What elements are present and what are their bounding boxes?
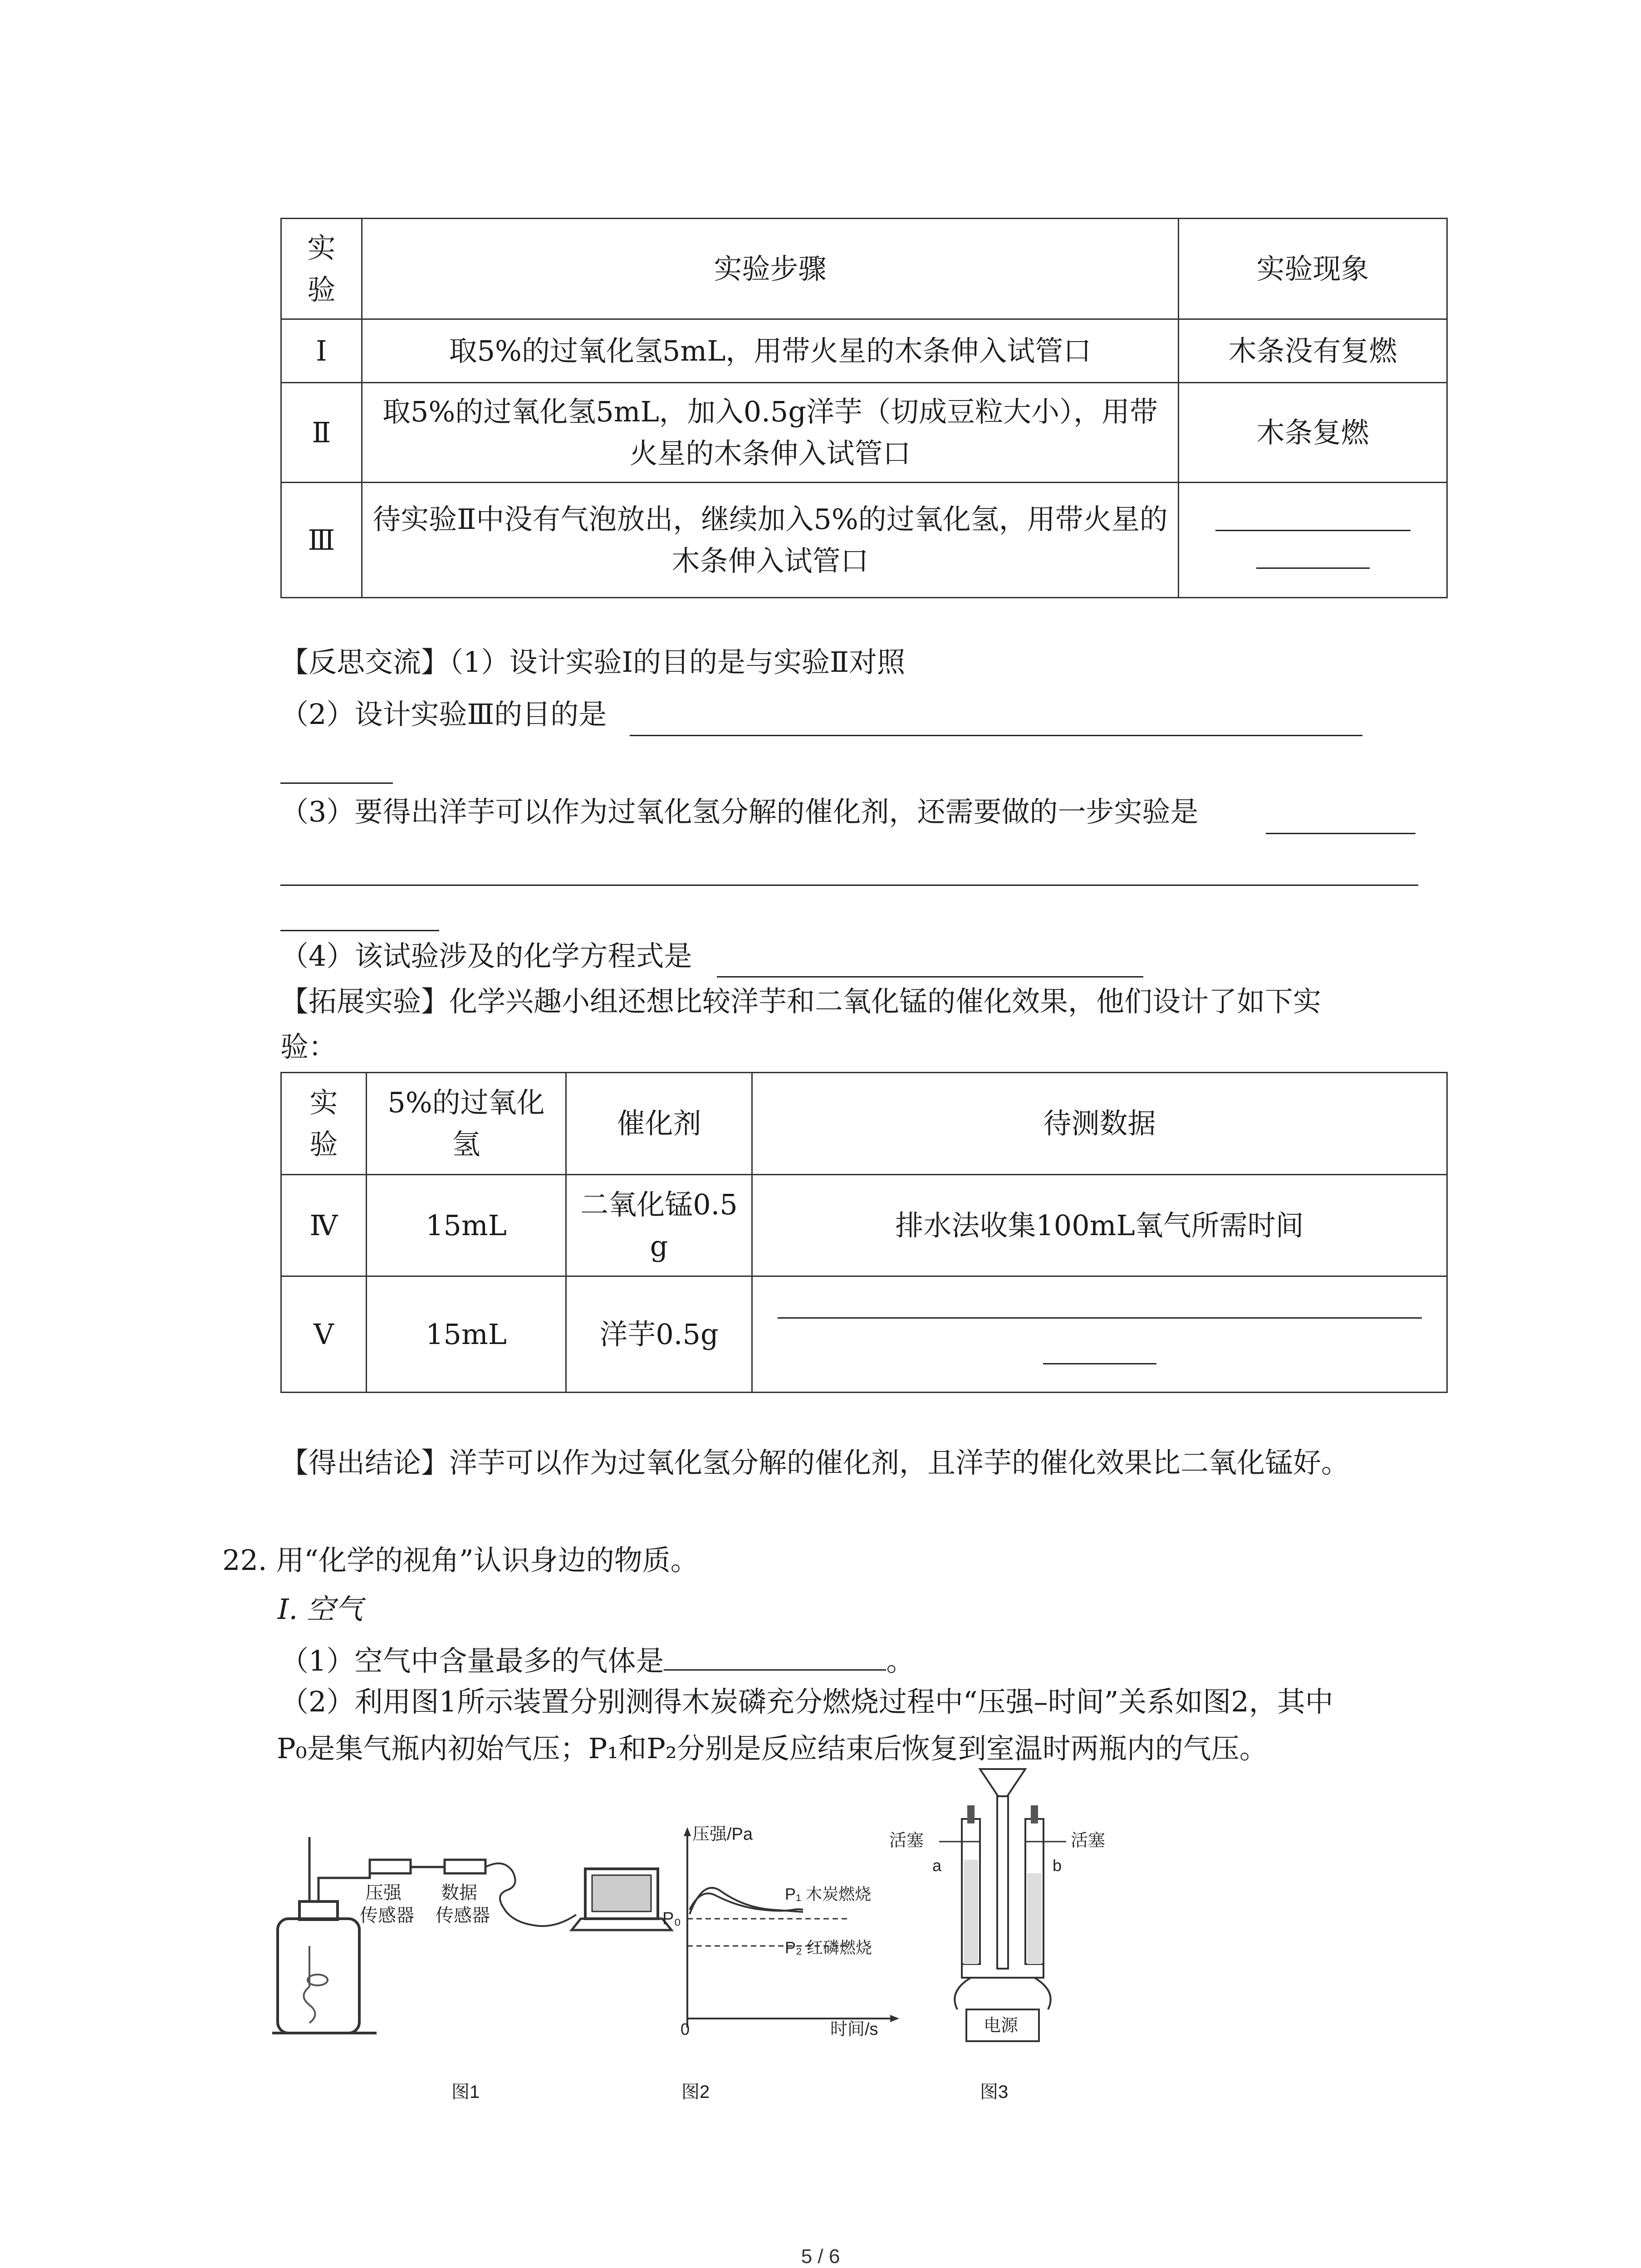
row-volume: 15mL <box>367 1276 566 1393</box>
header-cell: 催化剂 <box>566 1073 752 1175</box>
table-row <box>281 483 1447 598</box>
row-id: Ⅳ <box>281 1175 367 1276</box>
fig3-label-a: a <box>932 1856 942 1875</box>
table-row <box>281 1276 1447 1393</box>
row-volume: 15mL <box>367 1175 566 1276</box>
row-data: 排水法收集100mL氧气所需时间 <box>752 1175 1447 1276</box>
fig2-p1-label: P₁ 木炭燃烧 <box>785 1885 872 1903</box>
question-22-title: 22. 用“化学的视角”认识身边的物质。 <box>222 1544 699 1577</box>
row-id: Ⅲ <box>281 483 362 598</box>
page-number: 5 / 6 <box>801 2245 840 2268</box>
table-row <box>281 383 1447 483</box>
header-cell: 实验现象 <box>1179 219 1447 319</box>
fig3-power-label: 电源 <box>984 2016 1019 2035</box>
answer-blank-p1[interactable] <box>664 1637 886 1671</box>
answer-blank-q4[interactable] <box>717 976 1143 978</box>
row-phenomenon: 木条复燃 <box>1179 383 1447 483</box>
fig1-sensor1-label-a: 压强 <box>365 1883 402 1903</box>
fig2-origin: 0 <box>681 2020 690 2037</box>
header-cell: 5%的过氧化 氢 <box>367 1073 566 1175</box>
figure-1-caption: 图1 <box>451 2082 480 2102</box>
row-id: Ⅴ <box>281 1276 367 1393</box>
conclusion: 【得出结论】洋芋可以作为过氧化氢分解的催化剂，且洋芋的催化效果比二氧化锰好。 <box>280 1446 1350 1479</box>
row-phenomenon-blank[interactable] <box>1179 483 1447 598</box>
table-header-row <box>281 219 1447 319</box>
question-22-p2-cont: P₀是集气瓶内初始气压；P₁和P₂分别是反应结束后恢复到室温时两瓶内的气压。 <box>277 1732 1268 1765</box>
reflection-q3: （3）要得出洋芋可以作为过氧化氢分解的催化剂，还需要做的一步实验是 <box>280 795 1199 828</box>
table-row <box>281 1175 1447 1276</box>
row-step: 取5%的过氧化氢5mL，加入0.5g洋芋（切成豆粒大小），用带火星的木条伸入试管口 <box>362 383 1179 483</box>
reflection-q4: （4）该试验涉及的化学方程式是 <box>280 939 692 973</box>
extension-intro: 【拓展实验】化学兴趣小组还想比较洋芋和二氧化锰的催化效果，他们设计了如下实 <box>280 985 1322 1018</box>
header-cell: 实 验 <box>281 1073 367 1175</box>
row-step: 取5%的过氧化氢5mL，用带火星的木条伸入试管口 <box>362 319 1179 383</box>
fig3-valve-right: 活塞 <box>1071 1831 1106 1850</box>
header-cell: 实 验 <box>281 219 362 319</box>
header-cell: 待测数据 <box>752 1073 1447 1175</box>
table-header-row <box>281 1073 1447 1175</box>
figure-2-pressure-chart <box>649 1819 903 2037</box>
question-22-section: I. 空气 <box>278 1593 363 1626</box>
row-id: Ⅰ <box>281 319 362 383</box>
header-cell: 实验步骤 <box>362 219 1179 319</box>
answer-blank-q2[interactable] <box>630 735 1362 736</box>
figure-3-caption: 图3 <box>980 2082 1009 2102</box>
table-row <box>281 319 1447 383</box>
figure-1-apparatus <box>272 1828 681 2046</box>
experiment-table-1 <box>280 218 1448 598</box>
fig3-label-b: b <box>1053 1856 1062 1875</box>
row-catalyst: 洋芋0.5g <box>566 1276 752 1393</box>
fig1-sensor2-label-a: 数据 <box>441 1883 477 1903</box>
reflection-q2: （2）设计实验Ⅲ的目的是 <box>280 698 607 731</box>
figure-2-caption: 图2 <box>681 2082 710 2102</box>
fig3-valve-left: 活塞 <box>889 1831 924 1850</box>
fig1-sensor1-label-b: 传感器 <box>360 1906 414 1926</box>
row-step: 待实验Ⅱ中没有气泡放出，继续加入5%的过氧化氢，用带火星的木条伸入试管口 <box>362 483 1179 598</box>
question-22-p2: （2）利用图1所示装置分别测得木炭磷充分燃烧过程中“压强–时间”关系如图2，其中 <box>280 1685 1333 1718</box>
fig1-sensor2-label-b: 传感器 <box>436 1906 490 1926</box>
fig2-ylabel: 压强/Pa <box>692 1825 753 1844</box>
fig2-xlabel: 时间/s <box>830 2020 878 2037</box>
answer-blank-q3-cont[interactable] <box>280 885 1418 886</box>
row-id: Ⅱ <box>281 383 362 483</box>
question-22-p1: （1）空气中含量最多的气体是 。 <box>280 1637 914 1679</box>
extension-intro-2: 验： <box>280 1030 337 1063</box>
fig2-p2-label: P₂ 红磷燃烧 <box>785 1938 872 1957</box>
row-phenomenon: 木条没有复燃 <box>1179 319 1447 383</box>
row-catalyst: 二氧化锰0.5 g <box>566 1175 752 1276</box>
answer-blank-q3[interactable] <box>1266 833 1416 834</box>
answer-blank-q3-cont2[interactable] <box>280 930 439 931</box>
figure-3-electrolysis <box>867 1765 1121 2055</box>
reflection-q1: 【反思交流】（1）设计实验Ⅰ的目的是与实验Ⅱ对照 <box>280 645 906 679</box>
answer-blank-q2-cont[interactable] <box>280 782 393 784</box>
experiment-table-2 <box>280 1072 1448 1393</box>
row-data-blank[interactable] <box>752 1276 1447 1393</box>
fig2-p0: P₀ <box>662 1909 681 1928</box>
